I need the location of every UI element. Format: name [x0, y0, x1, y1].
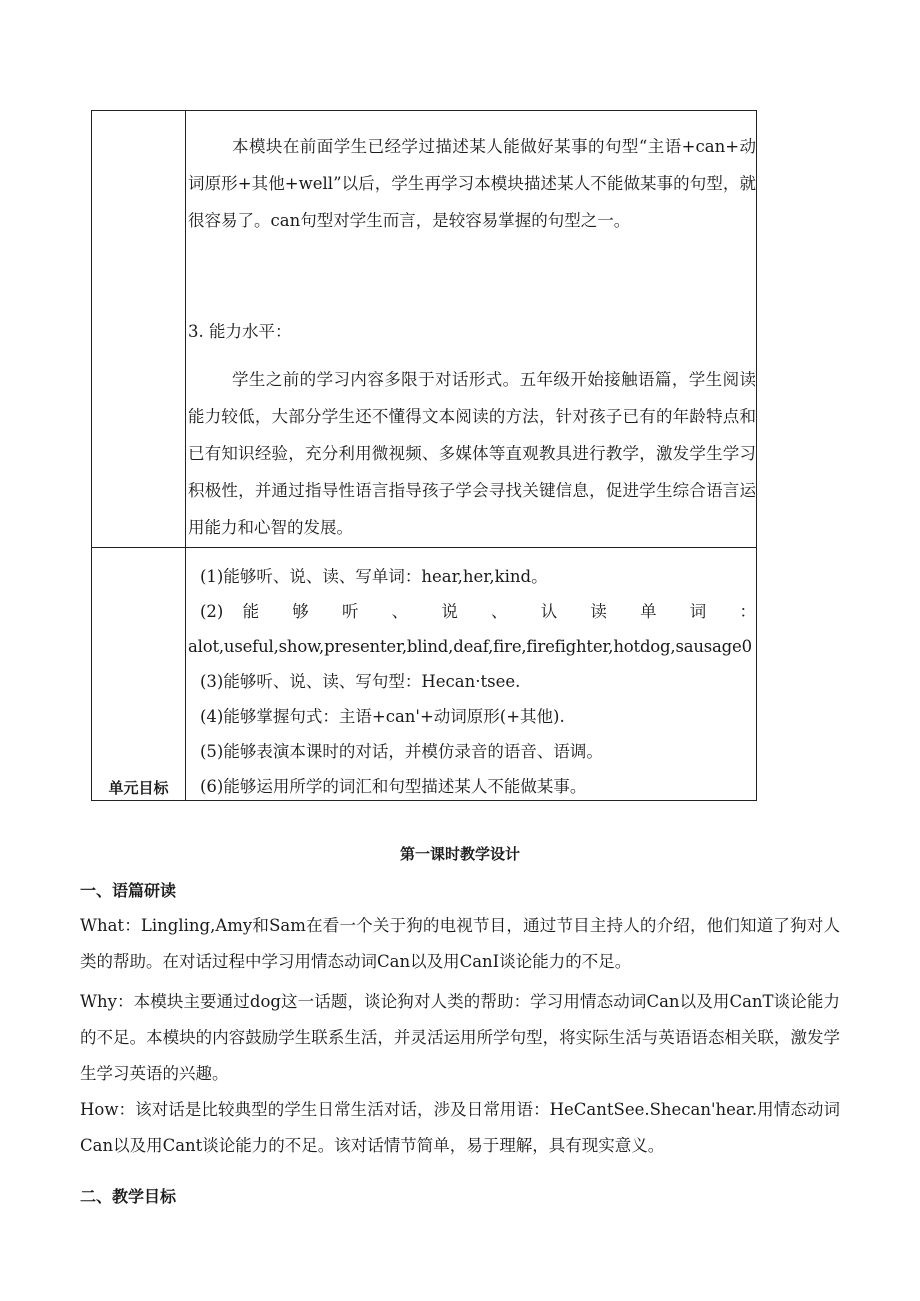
why-paragraph: [80, 984, 840, 1092]
table-row-divider: [92, 547, 756, 548]
table-column-divider: [185, 111, 186, 800]
section-heading-teaching-goals: 二、教学目标: [80, 1187, 177, 1206]
unit-goals-list: [188, 559, 756, 804]
goal-item: (6)能够运用所学的词汇和句型描述某人不能做某事。: [200, 777, 587, 796]
how-paragraph: [80, 1092, 840, 1164]
module-analysis-text: 本模块在前面学生已经学过描述某人能做好某事的句型“主语+can+动词原形+其他+well”以后，学生再学习本模块描述某人不能做某事的句型，就很容易了。can句型对学生而言，是较容易掌握的句型之一。: [188, 137, 756, 230]
lesson-title: 第一课时教学设计: [399, 845, 520, 863]
what-text: What：Lingling,Amy和Sam在看一个关于狗的电视节目，通过节目主持人的介绍，他们知道了狗对人类的帮助。在对话过程中学习用情态动词Can以及用CanI谈论能力的不足。: [80, 916, 840, 971]
goal-item: (5)能够表演本课时的对话，并模仿录音的语音、语调。: [200, 742, 603, 761]
analysis-table: [91, 110, 757, 801]
ability-level-heading: 3. 能力水平：: [188, 322, 292, 341]
how-text: How：该对话是比较典型的学生日常生活对话，涉及日常用语：HeCantSee.Shecan'hear.用情态动词Can以及用Cant谈论能力的不足。该对话情节简单，易于理解，具有现实意义。: [80, 1100, 840, 1155]
table-cell-paragraph: [188, 361, 756, 546]
goal-item: (3)能够听、说、读、写句型：Hecan·tsee.: [200, 672, 521, 691]
ability-level-text: 学生之前的学习内容多限于对话形式。五年级开始接触语篇，学生阅读能力较低，大部分学生还不懂得文本阅读的方法，针对孩子已有的年龄特点和已有知识经验，充分利用微视频、多媒体等直观教具进行教学，激发学生学习积极性，并通过指导性语言指导孩子学会寻找关键信息，促进学生综合语言运用能力和心智的发展。: [188, 370, 756, 537]
goal-item: alot,useful,show,presenter,blind,deaf,fire,firefighter,hotdog,sausage0: [188, 637, 752, 656]
section-heading-text-study: 一、语篇研读: [80, 881, 177, 900]
goal-item: (1)能够听、说、读、写单词：hear,her,kind。: [200, 567, 548, 586]
table-cell-paragraph: [188, 128, 756, 239]
why-text: Why：本模块主要通过dog这一话题，谈论狗对人类的帮助：学习用情态动词Can以及用CanT谈论能力的不足。本模块的内容鼓励学生联系生活，并灵活运用所学句型，将实际生活与英语语态相关联，激发学生学习英语的兴趣。: [80, 992, 840, 1083]
goal-item: (4)能够掌握句式：主语+can'+动词原形(+其他).: [200, 707, 565, 726]
what-paragraph: [80, 908, 840, 980]
goal-item: (2) 能 够 听 、 说 、 认 读 单 词 ：: [200, 602, 756, 621]
unit-goals-label: 单元目标: [108, 779, 169, 797]
